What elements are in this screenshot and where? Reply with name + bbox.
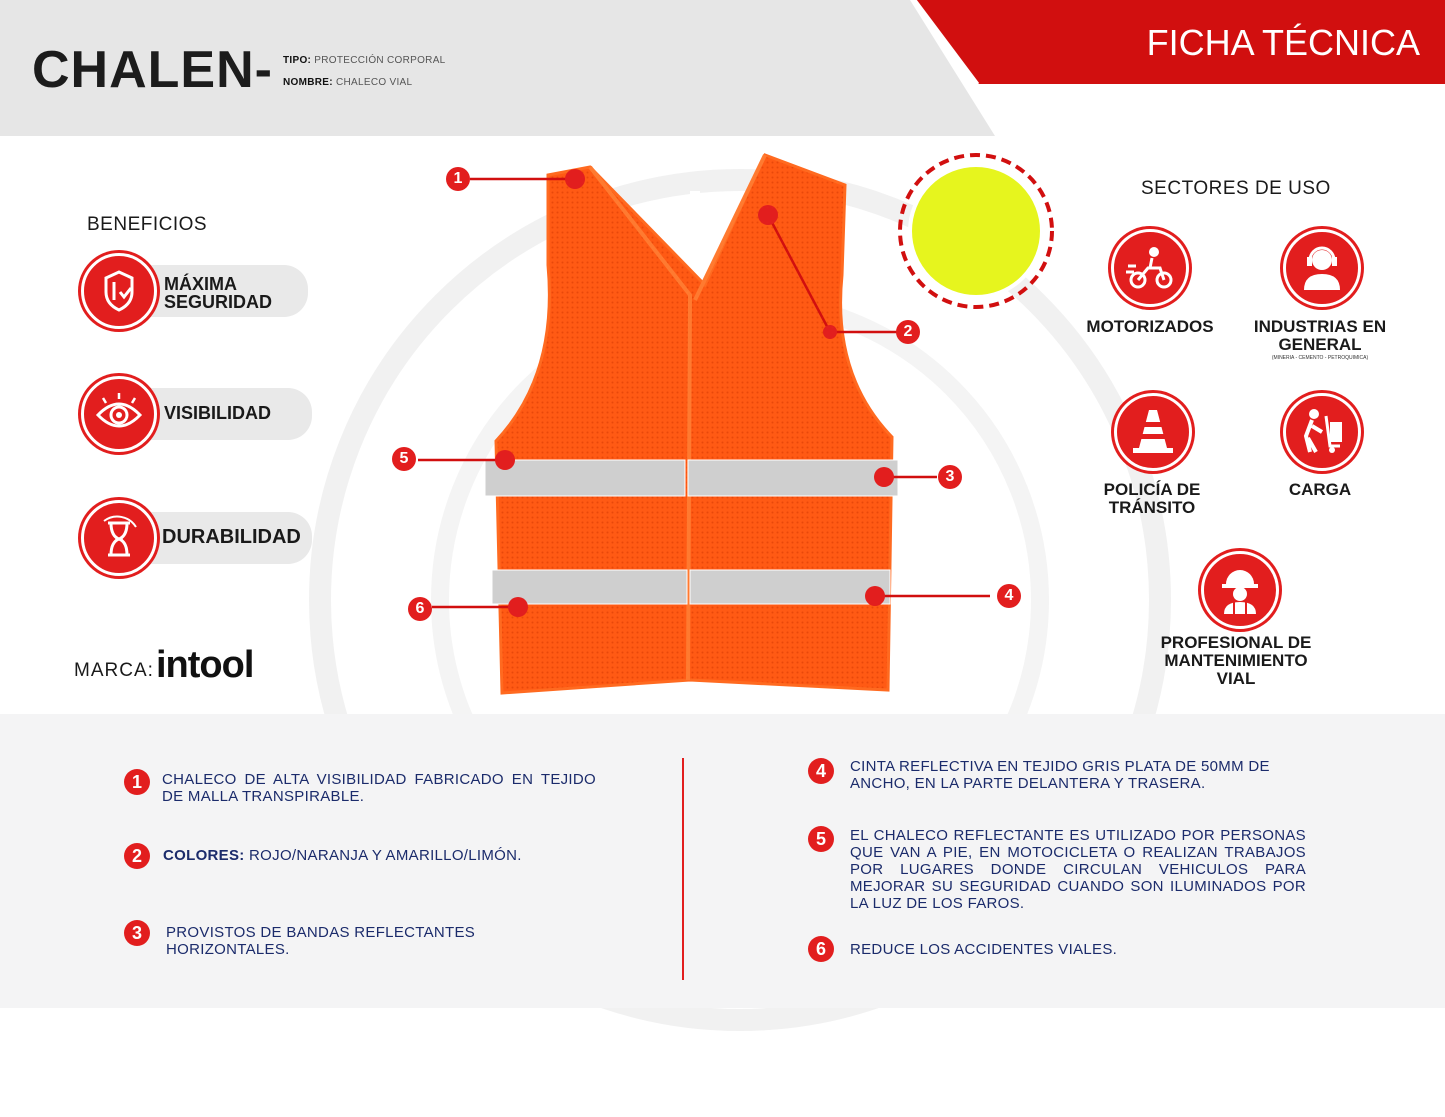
- benefit-label-line1: MÁXIMA: [164, 274, 237, 294]
- callout-3: 3: [938, 465, 962, 489]
- desc-1: CHALECO DE ALTA VISIBILIDAD FABRICADO EN TEJIDO DE MALLA TRANSPIRABLE.: [162, 771, 596, 805]
- sector-sub-industrias: (MINERIA - CEMENTO - PETROQUIMICA): [1271, 355, 1369, 361]
- callout-6: 6: [408, 597, 432, 621]
- worker-headphones-icon: [1283, 229, 1361, 307]
- nombre-value: CHALECO VIAL: [335, 77, 413, 88]
- desc-badge-6: 6: [808, 936, 834, 962]
- desc-2: [163, 847, 597, 864]
- beneficios-heading: BENEFICIOS: [87, 214, 208, 235]
- desc-badge-4: 4: [808, 758, 834, 784]
- sector-label-policia: [1072, 481, 1232, 517]
- intool-logo: intool: [156, 644, 254, 686]
- traffic-cone-icon: [1114, 393, 1192, 471]
- benefit-label-line2: SEGURIDAD: [164, 292, 273, 312]
- desc-5: EL CHALECO REFLECTANTE ES UTILIZADO POR PERSONAS QUE VAN A PIE, EN MOTOCICLETA O REALIZAN TRABAJOS POR LUGARES DONDE CIRCULAN VEHICULOS PARA MEJORAR SU SEGURIDAD CUANDO SON ILUMINADOS POR LA LUZ DE LOS FAROS.: [850, 827, 1306, 912]
- callout-5: 5: [392, 447, 416, 471]
- desc-6: REDUCE LOS ACCIDENTES VIALES.: [850, 941, 1118, 958]
- benefit-label-visibilidad: VISIBILIDAD: [164, 403, 272, 423]
- callout-1: 1: [446, 167, 470, 191]
- callout-2: 2: [896, 320, 920, 344]
- page-title: CHALEN-: [32, 41, 273, 99]
- hardhat-worker-icon: [1201, 551, 1279, 629]
- desc-badge-2: 2: [124, 843, 150, 869]
- panel-divider: [682, 758, 684, 980]
- sector-label-policia-line1: POLICÍA DE: [1103, 480, 1201, 499]
- sector-label-policia-line2: TRÁNSITO: [1108, 498, 1196, 517]
- tipo-value: PROTECCIÓN CORPORAL: [314, 55, 446, 66]
- sector-label-industrias-line1: INDUSTRIAS EN: [1253, 317, 1387, 336]
- desc-2-value: ROJO/NARANJA Y AMARILLO/LIMÓN.: [249, 847, 522, 864]
- marca-label: MARCA:: [74, 660, 154, 681]
- sectores-heading: SECTORES DE USO: [1141, 178, 1331, 199]
- desc-badge-5: 5: [808, 826, 834, 852]
- sector-label-motorizados: MOTORIZADOS: [1086, 317, 1214, 336]
- sector-label-mantenimiento-line2: MANTENIMIENTO: [1164, 651, 1308, 670]
- ficha-tecnica-title: FICHA TÉCNICA: [1146, 22, 1420, 63]
- sector-label-mantenimiento: [1156, 634, 1316, 688]
- tipo-label: TIPO:: [283, 55, 312, 66]
- desc-4: CINTA REFLECTIVA EN TEJIDO GRIS PLATA DE 50MM DE ANCHO, EN LA PARTE DELANTERA Y TRASERA.: [850, 758, 1270, 792]
- desc-badge-1: 1: [124, 769, 150, 795]
- hand-truck-icon: [1283, 393, 1361, 471]
- sector-label-carga: CARGA: [1288, 480, 1352, 499]
- sector-label-industrias-line2: GENERAL: [1278, 335, 1362, 354]
- desc-2-label: COLORES:: [163, 847, 245, 864]
- benefit-label-durabilidad: DURABILIDAD: [162, 526, 301, 548]
- motorcycle-icon: [1111, 229, 1189, 307]
- callout-4: 4: [997, 584, 1021, 608]
- sector-label-industrias: [1240, 318, 1400, 354]
- sector-label-mantenimiento-line3: VIAL: [1216, 669, 1256, 688]
- desc-3: PROVISTOS DE BANDAS REFLECTANTES HORIZONTALES.: [166, 924, 476, 958]
- desc-badge-3: 3: [124, 920, 150, 946]
- nombre-label: NOMBRE:: [283, 77, 333, 88]
- sector-label-mantenimiento-line1: PROFESIONAL DE: [1160, 633, 1312, 652]
